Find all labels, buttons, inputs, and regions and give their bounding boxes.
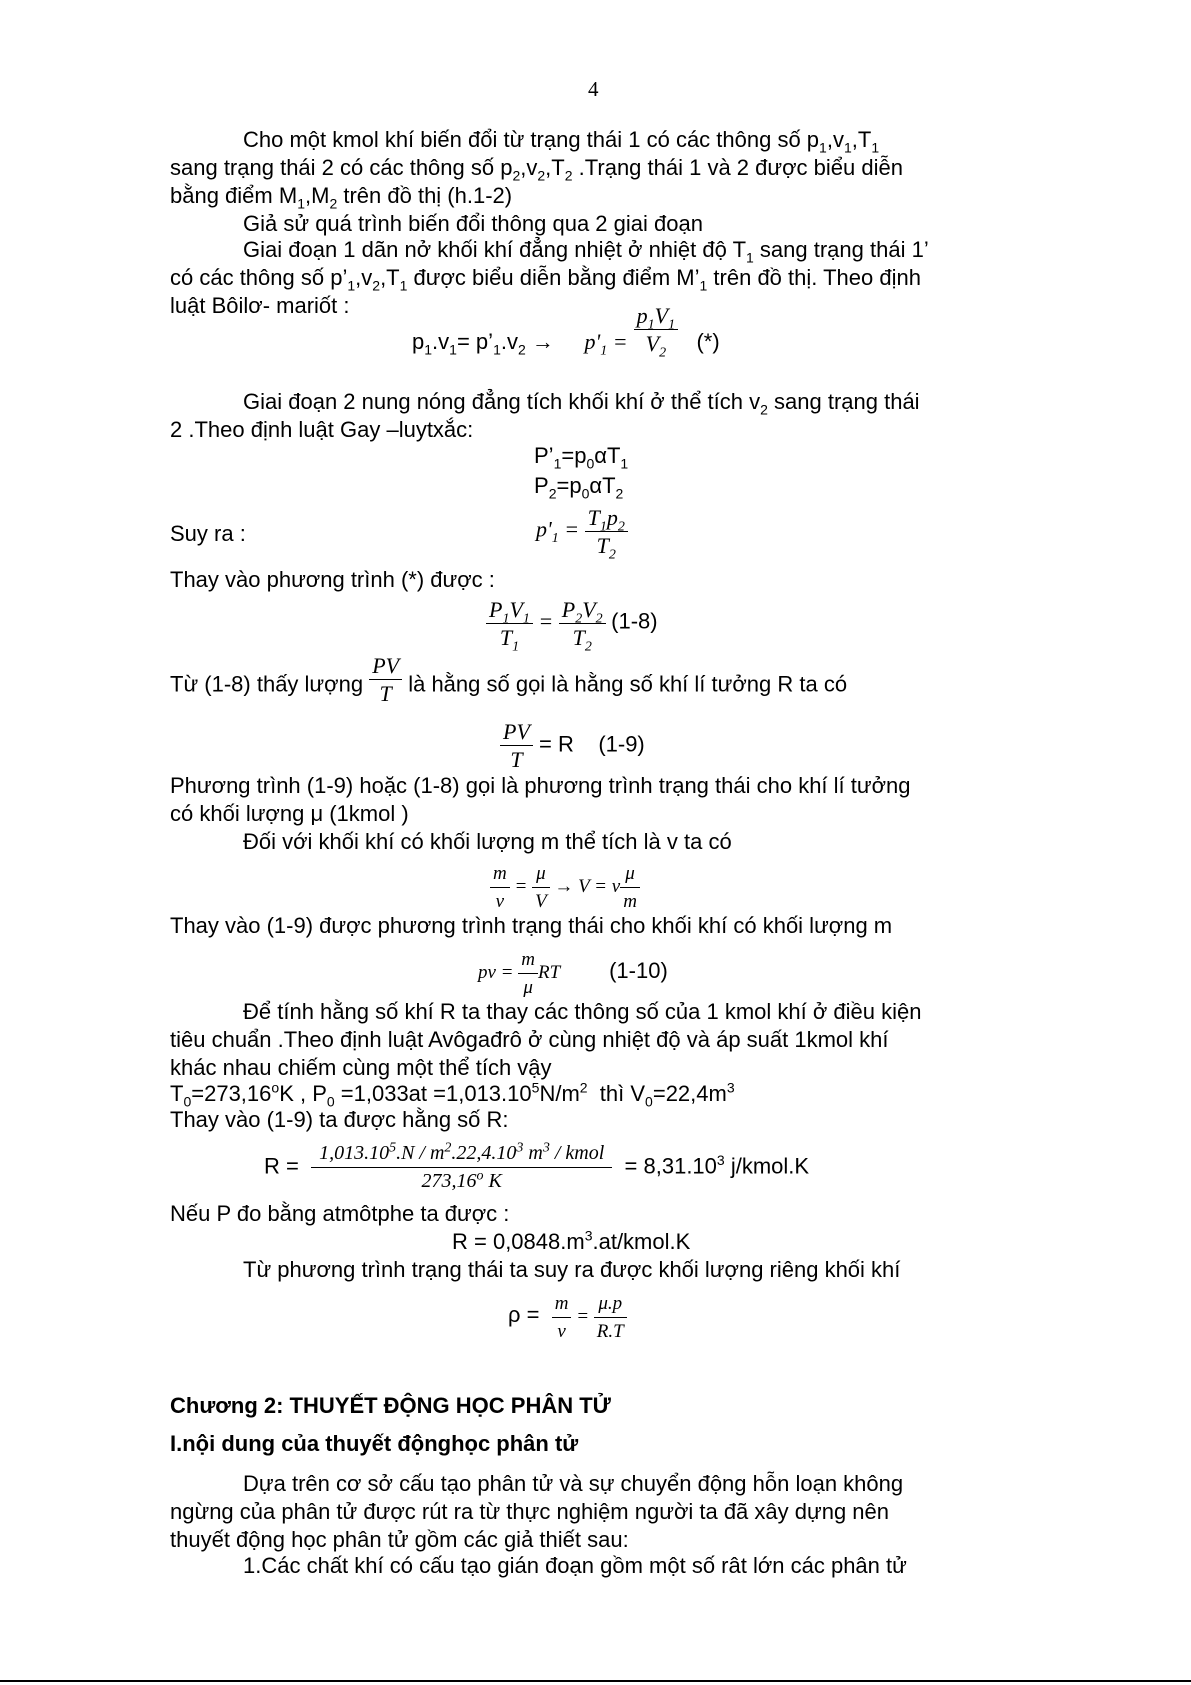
paragraph-12-line-4: 1.Các chất khí có cấu tạo gián đoạn gồm một số rât lớn các phân tử: [243, 1553, 907, 1578]
thay-vao-star: Thay vào phương trình (*) được :: [170, 567, 495, 592]
paragraph-7: Thay vào (1-9) được phương trình trạng thái cho khối khí có khối lượng m: [170, 913, 893, 938]
section-title: I.nội dung của thuyết độnghọc phân tử: [170, 1431, 579, 1456]
equation-star-label: (*): [696, 329, 720, 354]
paragraph-5-line-2: có khối lượng μ (1kmol ): [170, 801, 409, 826]
equation-boyle: $p_1.v_1=$ $p’_1.v_2$ → $p'_1$ = $\frac{p_1V_1}{V_2}$ (*): [412, 302, 720, 361]
equation-rho: ρ = $\frac{m}{v}$ = $\frac{\mu.p}{R.T}$: [508, 1290, 627, 1345]
paragraph-8-line-2: tiêu chuẩn .Theo định luật Avôgađrô ở cùng nhiệt độ và áp suất 1kmol khí: [170, 1027, 889, 1052]
equation-r-value: R = $\frac{1,013.10^5.N / m^2.22,4.10^3 m^3 / kmol}{273,16^o K}$ = $8,31.10^3$ j/kmol.K: [264, 1140, 810, 1192]
equation-1-9-label: (1-9): [598, 731, 645, 757]
equation-gay-lussac-2: $P_2=p_0\alpha T_2$: [534, 473, 624, 502]
paragraph-4-line-2: 2 .Theo định luật Gay –luytxắc:: [170, 417, 474, 442]
suy-ra-label: Suy ra :: [170, 521, 246, 546]
paragraph-12-line-1: Dựa trên cơ sở cấu tạo phân tử và sự chuyển động hỗn loạn không: [243, 1471, 904, 1496]
paragraph-12-line-2: ngừng của phân tử được rút ra từ thực nghiệm người ta đã xây dựng nên: [170, 1499, 890, 1524]
paragraph-5-line-1: Phương trình (1-9) hoặc (1-8) gọi là phương trình trạng thái cho khí lí tưởng: [170, 773, 911, 798]
tu-1-8-line: Từ (1-8) thấy lượng $\frac{PV}{T}$ là hằng số gọi là hằng số khí lí tưởng R ta có: [170, 653, 848, 706]
paragraph-3-line-3: luật Bôilơ- mariốt :: [170, 293, 350, 318]
equation-density-volume: $\frac{m}{v}$ = $\frac{\mu}{V}$ → V = v $\frac{\mu}{m}$: [490, 860, 640, 915]
paragraph-4-line-1: Giai đoạn 2 nung nóng đẳng tích khối khí ở thể tích $v_2$ sang trạng thái: [243, 389, 920, 418]
equation-1-8-label: (1-8): [611, 608, 658, 634]
page-number: 4: [588, 77, 599, 101]
page-bottom-rule: [0, 1680, 1191, 1682]
paragraph-10: Nếu P đo bằng atmôtphe ta được :: [170, 1201, 510, 1226]
paragraph-11: Từ phương trình trạng thái ta suy ra được khối lượng riêng khối khí: [243, 1257, 901, 1282]
equation-suy-ra: $p'_1$ = $\frac{T_1p_2}{T_2}$: [536, 504, 628, 559]
equation-1-8: $\frac{P_1V_1}{T_1}$ = $\frac{P_2V_2}{T_2}$ (1-8): [486, 596, 658, 651]
paragraph-9: Thay vào (1-9) ta được hằng số R:: [170, 1107, 509, 1132]
paragraph-6: Đối với khối khí có khối lượng m thể tích là v ta có: [243, 829, 732, 854]
paragraph-8-line-3: khác nhau chiếm cùng một thể tích vậy: [170, 1055, 552, 1080]
paragraph-2: Giả sử quá trình biến đổi thông qua 2 giai đoạn: [243, 211, 703, 236]
paragraph-3-line-1: Giai đoạn 1 dãn nở khối khí đẳng nhiệt ở nhiệt độ $T_1$ sang trạng thái 1’: [243, 237, 929, 266]
paragraph-1-line-1: Cho một kmol khí biến đổi từ trạng thái 1 có các thông số $p_1,v_1,T_1$: [243, 127, 880, 156]
equation-1-9: $\frac{PV}{T}$ = R (1-9): [500, 718, 645, 773]
standard-conditions: $T_0=273,16^oK$ , $P_0 =1,033at =1,013.10^5N/m^2$ thì $V_0=22,4m^3$: [170, 1079, 735, 1110]
paragraph-1-line-2: sang trạng thái 2 có các thông số $p_2,v_2,T_2$ .Trạng thái 1 và 2 được biểu diễn: [170, 155, 903, 184]
paragraph-3-line-2: có các thông số $p’_1,v_2,T_1$ được biểu diễn bằng điểm $M’_1$ trên đồ thị. Theo định: [170, 265, 921, 294]
paragraph-1-line-3: bằng điểm $M_1,M_2$ trên đồ thị (h.1-2): [170, 183, 513, 212]
paragraph-12-line-3: thuyết động học phân tử gồm các giả thiết sau:: [170, 1527, 629, 1552]
paragraph-8-line-1: Để tính hằng số khí R ta thay các thông số của 1 kmol khí ở điều kiện: [243, 999, 922, 1024]
equation-r-atm: $R = 0,0848.m^3.at/kmol.K$: [452, 1227, 691, 1254]
equation-1-10: pv = $\frac{m}{\mu}$ RT (1-10): [478, 946, 668, 1001]
equation-1-10-label: (1-10): [609, 957, 668, 983]
chapter-title: Chương 2: THUYẾT ĐỘNG HỌC PHÂN TỬ: [170, 1393, 611, 1418]
equation-gay-lussac-1: $P’_1=p_0\alpha T_1$: [534, 443, 629, 472]
